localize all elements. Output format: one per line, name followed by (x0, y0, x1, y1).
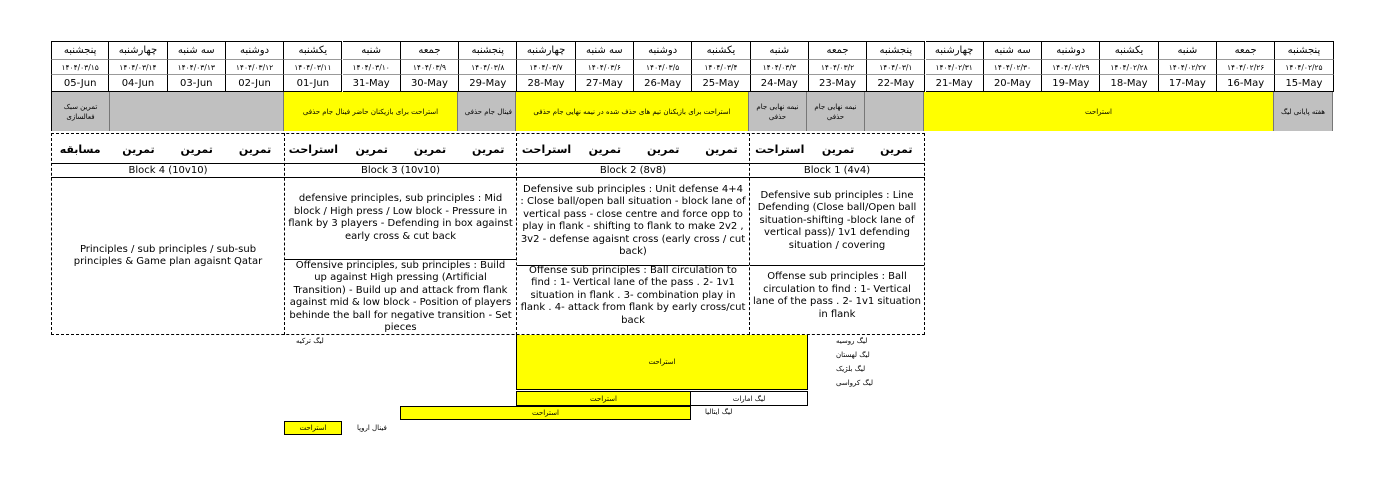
league-belgium: لیگ بلژیک (836, 365, 866, 373)
gregorian-date: 25-May (692, 75, 750, 92)
activity-cell: استراحت (521, 142, 572, 156)
shamsi-date: ۱۴۰۴/۰۳/۱۳ (168, 60, 226, 75)
day-name: جمعه (809, 41, 867, 60)
rest-block-main: استراحت (516, 335, 808, 390)
block-3-title: Block 3 (10v10) (285, 163, 516, 177)
block-1-offense: Offense sub principles : Ball circulation to find : 1- Vertical lane of the pass . 2- 1v1 situation in flank (753, 271, 921, 320)
day-name: سه شنبه (168, 41, 226, 60)
shamsi-date: ۱۴۰۴/۰۳/۷ (517, 60, 575, 75)
europa-final: فینال اروپا (357, 424, 387, 432)
day-name: یکشنبه (692, 41, 750, 60)
event-empty-gray-2 (865, 92, 924, 131)
shamsi-date: ۱۴۰۴/۰۳/۶ (576, 60, 634, 75)
event-rest-semifinal-out: استراحت برای بازیکنان تیم های حذف شده در نیمه نهایی جام حذفی (516, 92, 749, 131)
gregorian-date: 05-Jun (51, 75, 109, 92)
gregorian-date: 19-May (1042, 75, 1100, 92)
shamsi-date: ۱۴۰۴/۰۳/۴ (692, 60, 750, 75)
day-name: شنبه (1159, 41, 1217, 60)
shamsi-date: ۱۴۰۴/۰۳/۳ (751, 60, 809, 75)
block-2-title: Block 2 (8v8) (517, 163, 749, 177)
day-name: پنجشنبه (51, 41, 109, 60)
rest-europa: استراحت (284, 421, 342, 435)
day-name: شنبه (343, 41, 401, 60)
league-uae: لیگ امارات (691, 391, 808, 406)
day-name: پنجشنبه (1275, 41, 1333, 60)
activity-cell: تمرین (413, 142, 447, 156)
gregorian-date: 18-May (1100, 75, 1158, 92)
event-light-training: تمرین سبک فعالسازی (51, 92, 110, 131)
day-name: چهارشنبه (517, 41, 575, 60)
event-rest-final-players: استراحت برای بازیکنان حاضر فینال جام حذفی (284, 92, 458, 131)
league-turkey: لیگ ترکیه (296, 337, 324, 345)
league-italy: لیگ ایتالیا (705, 408, 733, 416)
block-2-offense: Offense sub principles : Ball circulation to find : 1- Vertical lane of the pass . 2- 1v1 situation in flank . 3- combination play in flank . 4- attack from flank by early cross/cut back (520, 264, 746, 326)
activity-cell: تمرین (238, 142, 272, 156)
day-name: پنجشنبه (867, 41, 925, 60)
block-4-content: Principles / sub principles / sub-sub principles & Game plan agaisnt Qatar (73, 243, 263, 267)
rest-italy: استراحت (400, 406, 691, 420)
shamsi-date: ۱۴۰۴/۰۲/۳۱ (926, 60, 984, 75)
activity-cell: تمرین (355, 142, 388, 156)
day-name: دوشنبه (226, 41, 284, 60)
league-russia: لیگ روسیه (836, 337, 868, 345)
event-rest-main: استراحت (924, 92, 1274, 131)
activity-cell: تمرین (472, 142, 505, 156)
gregorian-date: 15-May (1275, 75, 1333, 92)
gregorian-date: 27-May (576, 75, 634, 92)
shamsi-date: ۱۴۰۴/۰۳/۵ (634, 60, 692, 75)
activity-cell: استراحت (288, 142, 338, 156)
block-3-offense: Offensive principles, sub principles : Build up against High pressing (Artificial Transition) - Build up and attack from flank against mid & low block - Position of players behinde the ball for negative transition - Set pieces (289, 259, 512, 333)
day-name: جمعه (401, 41, 459, 60)
block-1-title: Block 1 (4v4) (750, 163, 924, 177)
gregorian-date: 31-May (343, 75, 401, 92)
gregorian-date: 17-May (1159, 75, 1217, 92)
gregorian-date: 03-Jun (168, 75, 226, 92)
shamsi-date: ۱۴۰۴/۰۳/۸ (459, 60, 517, 75)
shamsi-date: ۱۴۰۴/۰۳/۱ (867, 60, 925, 75)
gregorian-date: 26-May (634, 75, 692, 92)
day-name: سه شنبه (984, 41, 1042, 60)
day-name: شنبه (751, 41, 809, 60)
gregorian-date: 29-May (459, 75, 517, 92)
gregorian-date: 20-May (984, 75, 1042, 92)
day-name: یکشنبه (284, 41, 342, 60)
league-poland: لیگ لهستان (836, 351, 870, 359)
activity-cell: تمرین (821, 142, 855, 156)
shamsi-date: ۱۴۰۴/۰۲/۲۷ (1159, 60, 1217, 75)
gregorian-date: 04-Jun (109, 75, 167, 92)
day-name: یکشنبه (1100, 41, 1158, 60)
activity-cell: تمرین (705, 142, 738, 156)
shamsi-date: ۱۴۰۴/۰۲/۲۶ (1217, 60, 1275, 75)
block-3-defense: defensive principles, sub principles : Mid block / High press / Low block - Pressure in flank by 3 players - Defending in box against early cross & cut back (288, 193, 513, 242)
event-semifinal-a: نیمه نهایی جام حذفی (749, 92, 807, 131)
gregorian-date: 24-May (751, 75, 809, 92)
day-name: چهارشنبه (109, 41, 167, 60)
shamsi-date: ۱۴۰۴/۰۳/۱۲ (226, 60, 284, 75)
activity-cell: تمرین (122, 142, 155, 156)
activity-cell: استراحت (755, 142, 805, 156)
gregorian-date: 01-Jun (284, 75, 342, 92)
shamsi-date: ۱۴۰۴/۰۲/۳۰ (984, 60, 1042, 75)
event-cup-final: فینال جام حذفی (458, 92, 516, 131)
event-league-last-week: هفته پایانی لیگ (1274, 92, 1333, 131)
gregorian-date: 16-May (1217, 75, 1275, 92)
gregorian-date: 23-May (809, 75, 867, 92)
activity-cell: تمرین (180, 142, 213, 156)
day-name: دوشنبه (1042, 41, 1100, 60)
day-name: جمعه (1217, 41, 1275, 60)
event-empty-gray (110, 92, 284, 131)
shamsi-date: ۱۴۰۴/۰۲/۲۸ (1100, 60, 1158, 75)
shamsi-date: ۱۴۰۴/۰۳/۱۰ (343, 60, 401, 75)
shamsi-date: ۱۴۰۴/۰۳/۱۴ (109, 60, 167, 75)
day-name: چهارشنبه (926, 41, 984, 60)
activity-cell: مسابقه (59, 142, 101, 156)
gregorian-date: 02-Jun (226, 75, 284, 92)
shamsi-date: ۱۴۰۴/۰۲/۲۹ (1042, 60, 1100, 75)
block-2-defense: Defensive sub principles : Unit defense 4+4 : Close ball/open ball situation - block lane of vertical pass - close centre and force opp to play in flank - shifting to flank to make 2v2 , 3v2 - defense agaisnt cross (early cross / cut back) (520, 183, 746, 257)
activity-cell: تمرین (646, 142, 680, 156)
day-name: دوشنبه (634, 41, 692, 60)
gregorian-date: 28-May (517, 75, 575, 92)
day-name: سه شنبه (576, 41, 634, 60)
activity-cell: تمرین (880, 142, 913, 156)
day-name: پنجشنبه (459, 41, 517, 60)
block-4-title: Block 4 (10v10) (52, 163, 284, 177)
event-semifinal-b: نیمه نهایی جام حذفی (807, 92, 865, 131)
gregorian-date: 21-May (926, 75, 984, 92)
rest-uae: استراحت (516, 391, 691, 406)
shamsi-date: ۱۴۰۴/۰۳/۱۵ (51, 60, 109, 75)
gregorian-date: 22-May (867, 75, 925, 92)
shamsi-date: ۱۴۰۴/۰۳/۱۱ (284, 60, 342, 75)
shamsi-date: ۱۴۰۴/۰۲/۲۵ (1275, 60, 1333, 75)
activity-cell: تمرین (588, 142, 622, 156)
gregorian-date: 30-May (401, 75, 459, 92)
league-croatia: لیگ کرواسی (836, 379, 873, 387)
shamsi-date: ۱۴۰۴/۰۳/۹ (401, 60, 459, 75)
shamsi-date: ۱۴۰۴/۰۳/۲ (809, 60, 867, 75)
block-1-defense: Defensive sub principles : Line Defending (Close ball/Open ball situation-shifting -block lane of vertical pass)/ 1v1 defending situation / covering (757, 189, 917, 251)
